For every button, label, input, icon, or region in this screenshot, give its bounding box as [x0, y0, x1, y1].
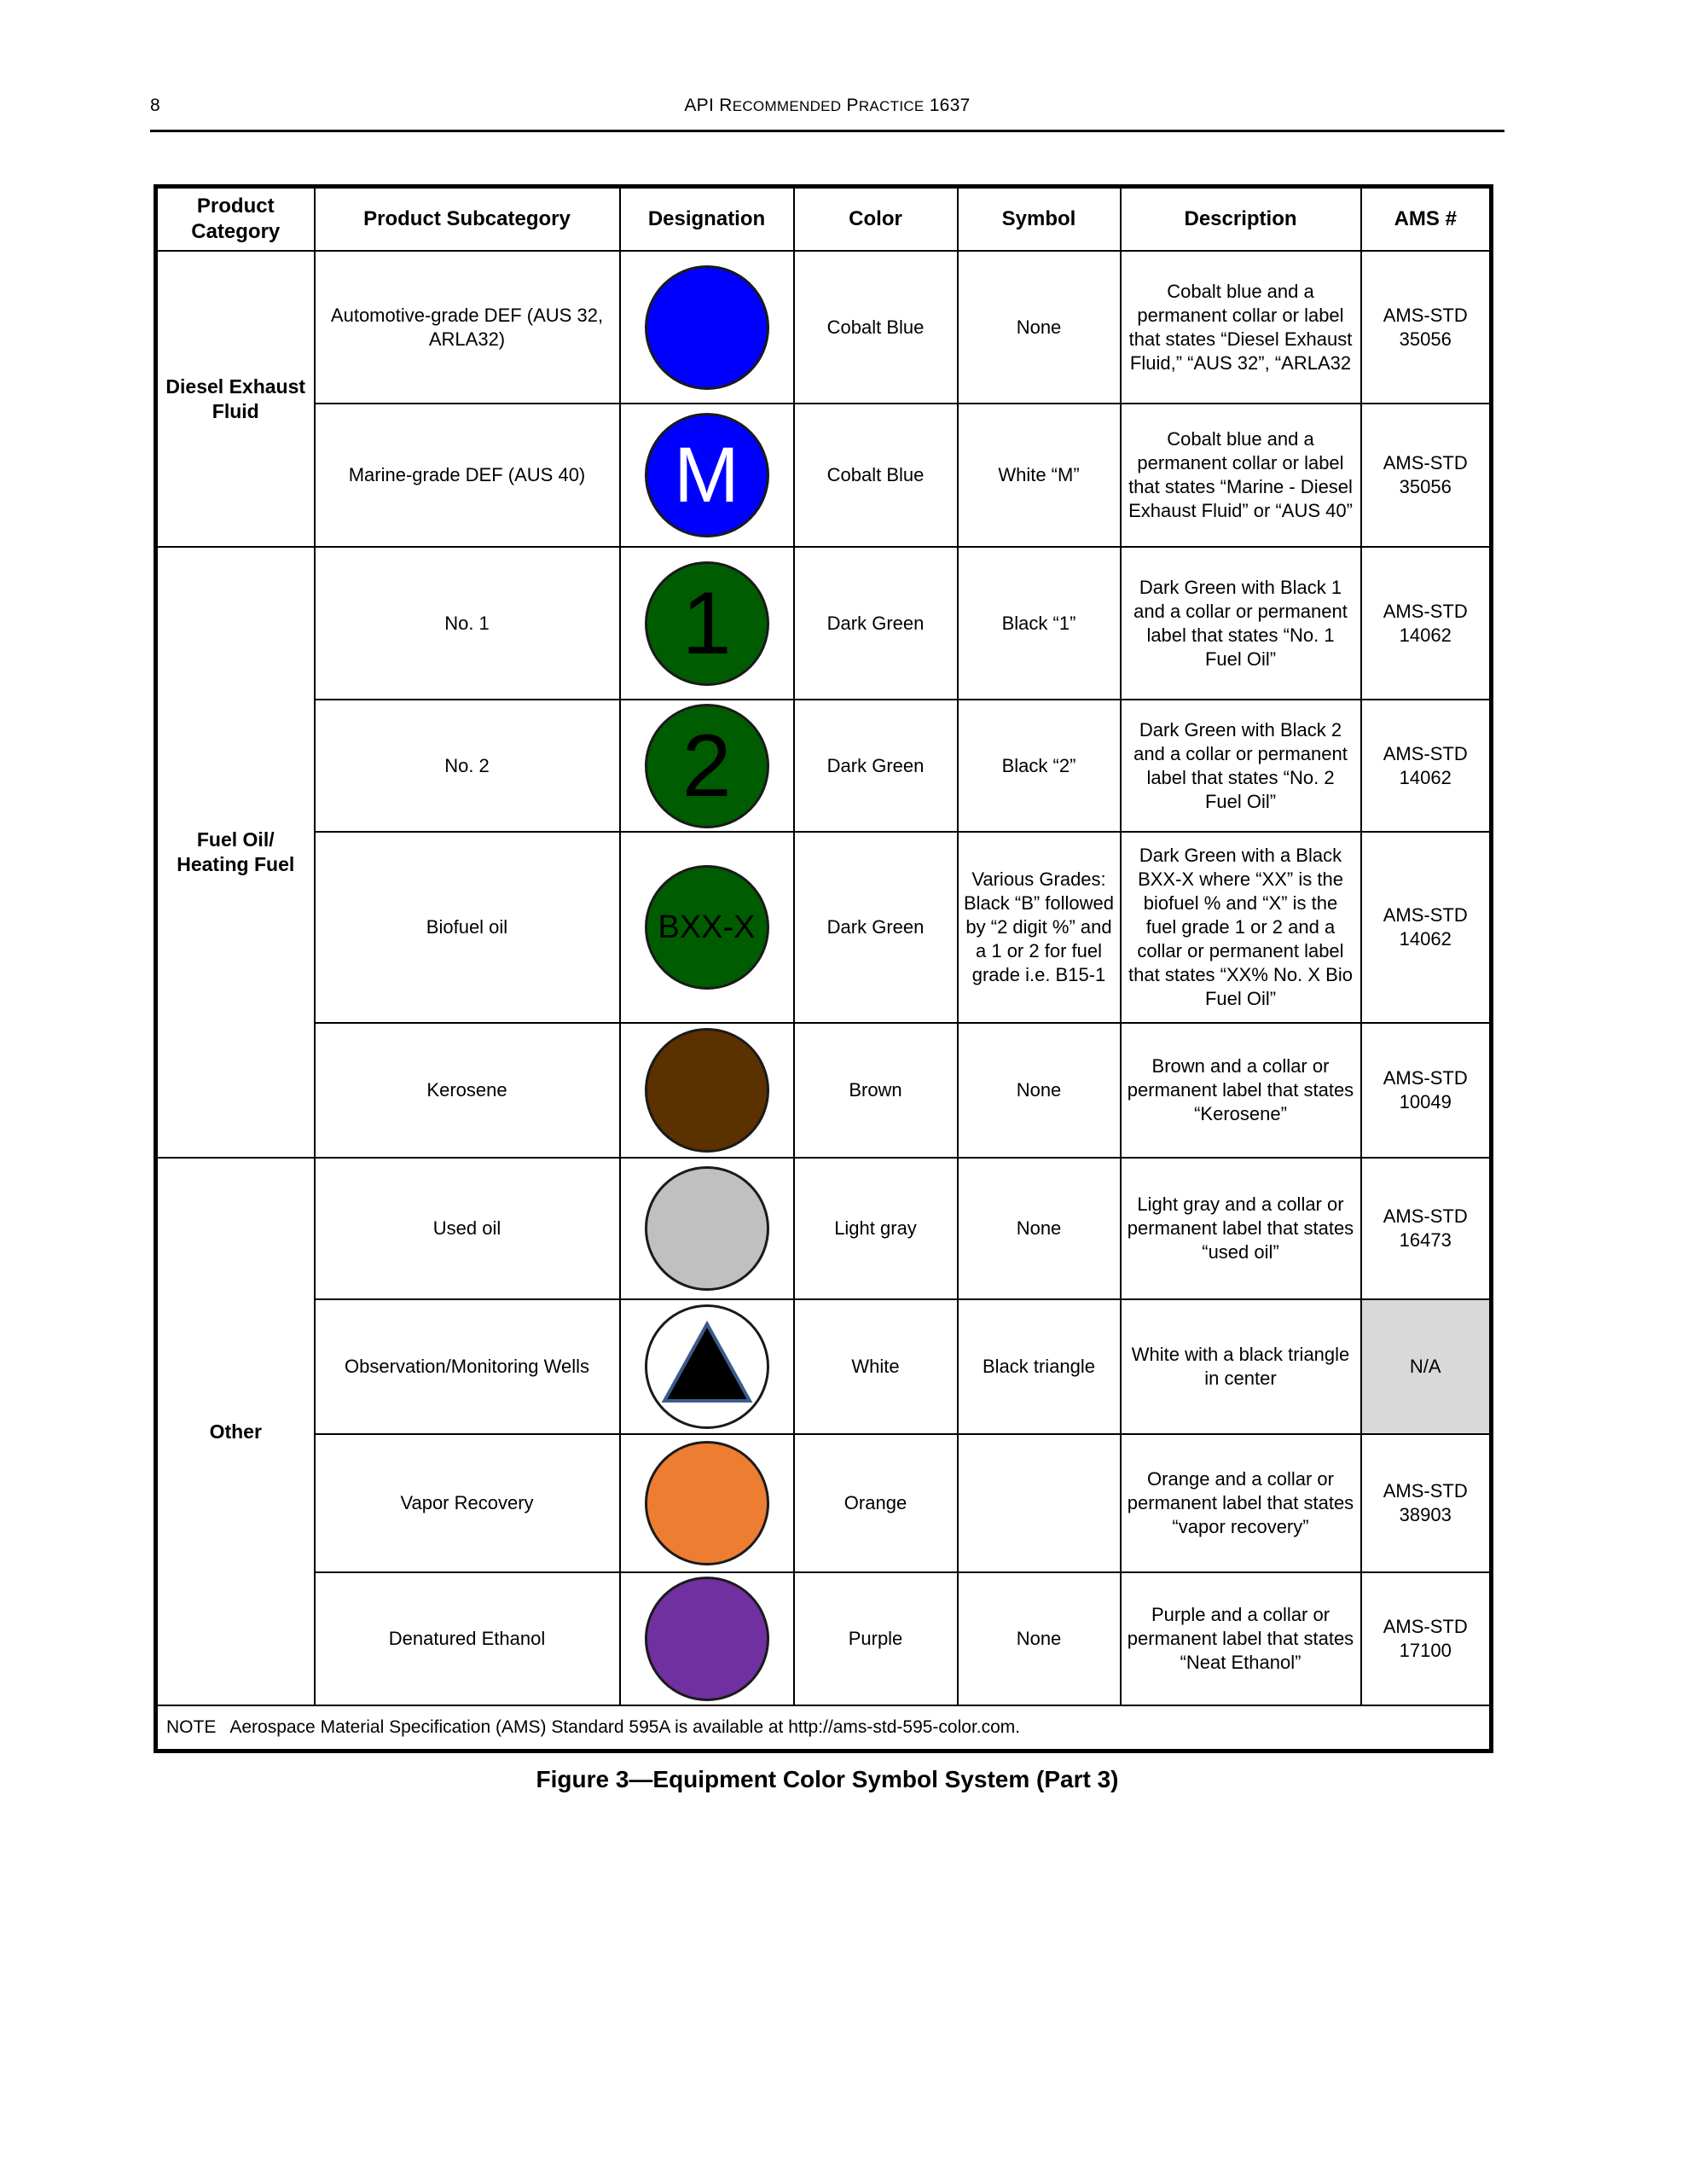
symbol-cell: None [958, 1572, 1121, 1705]
color-cell: Light gray [794, 1158, 958, 1299]
designation-cell [620, 1299, 794, 1434]
ams-cell: AMS-STD 17100 [1361, 1572, 1492, 1705]
table-row [156, 1023, 1492, 1158]
description-cell: Orange and a collar or permanent label that states “vapor recovery” [1121, 1434, 1361, 1572]
note-cell [156, 1705, 1492, 1751]
ams-cell: AMS-STD 35056 [1361, 404, 1492, 547]
designation-swatch [645, 704, 769, 828]
column-header: AMS # [1361, 187, 1492, 252]
subcategory-cell: Automotive-grade DEF (AUS 32, ARLA32) [315, 251, 620, 404]
description-cell: Cobalt blue and a permanent collar or label that states “Marine - Diesel Exhaust Fluid” or “AUS 40” [1121, 404, 1361, 547]
designation-cell [620, 251, 794, 404]
description-cell: Cobalt blue and a permanent collar or label that states “Diesel Exhaust Fluid,” “AUS 32”, “ARLA32 [1121, 251, 1361, 404]
symbol-cell [958, 1434, 1121, 1572]
table-row [156, 1158, 1492, 1299]
subcategory-cell: No. 2 [315, 700, 620, 832]
description-cell: White with a black triangle in center [1121, 1299, 1361, 1434]
ams-cell: AMS-STD 38903 [1361, 1434, 1492, 1572]
subcategory-cell: Vapor Recovery [315, 1434, 620, 1572]
column-header: Symbol [958, 187, 1121, 252]
note-text: Aerospace Material Specification (AMS) Standard 595A is available at http://ams-std-595-color.com. [229, 1717, 1021, 1737]
running-title-part: P [841, 96, 859, 115]
designation-swatch [645, 413, 769, 537]
page-number: 8 [150, 96, 160, 115]
ams-cell: AMS-STD 14062 [1361, 700, 1492, 832]
ams-cell: AMS-STD 14062 [1361, 832, 1492, 1023]
table-row [156, 1299, 1492, 1434]
column-header: Product Category [156, 187, 315, 252]
designation-swatch [645, 1028, 769, 1153]
running-title [150, 96, 1504, 116]
designation-swatch [645, 1577, 769, 1701]
designation-cell [620, 547, 794, 700]
column-header: Color [794, 187, 958, 252]
designation-cell [620, 1158, 794, 1299]
symbol-cell: Black “2” [958, 700, 1121, 832]
column-header: Designation [620, 187, 794, 252]
designation-cell [620, 1434, 794, 1572]
symbol-cell: None [958, 1158, 1121, 1299]
subcategory-cell: Kerosene [315, 1023, 620, 1158]
color-cell: Dark Green [794, 832, 958, 1023]
description-cell: Purple and a collar or permanent label that states “Neat Ethanol” [1121, 1572, 1361, 1705]
subcategory-cell: No. 1 [315, 547, 620, 700]
category-cell: Diesel Exhaust Fluid [156, 251, 315, 547]
table-row [156, 700, 1492, 832]
column-header: Product Subcategory [315, 187, 620, 252]
color-cell: Brown [794, 1023, 958, 1158]
table-row [156, 251, 1492, 404]
designation-cell [620, 1572, 794, 1705]
ams-cell: AMS-STD 10049 [1361, 1023, 1492, 1158]
table-row [156, 1434, 1492, 1572]
designation-swatch [645, 1304, 769, 1429]
designation-swatch [645, 865, 769, 990]
note-label: NOTE [166, 1717, 217, 1737]
subcategory-cell: Denatured Ethanol [315, 1572, 620, 1705]
designation-swatch [645, 1166, 769, 1291]
page-header [150, 96, 1504, 132]
designation-swatch [645, 561, 769, 686]
running-title-part: ECOMMENDED [732, 98, 842, 114]
designation-cell [620, 832, 794, 1023]
color-cell: Orange [794, 1434, 958, 1572]
designation-symbol: BXX-X [658, 909, 756, 945]
description-cell: Dark Green with Black 2 and a collar or permanent label that states “No. 2 Fuel Oil” [1121, 700, 1361, 832]
symbol-cell: None [958, 1023, 1121, 1158]
ams-cell: N/A [1361, 1299, 1492, 1434]
subcategory-cell: Biofuel oil [315, 832, 620, 1023]
designation-swatch [645, 1441, 769, 1565]
category-cell: Fuel Oil/ Heating Fuel [156, 547, 315, 1158]
color-cell: Purple [794, 1572, 958, 1705]
column-header: Description [1121, 187, 1361, 252]
symbol-cell: Various Grades: Black “B” followed by “2 digit %” and a 1 or 2 for fuel grade i.e. B15-1 [958, 832, 1121, 1023]
triangle-icon [656, 1316, 758, 1418]
designation-cell [620, 700, 794, 832]
ams-cell: AMS-STD 35056 [1361, 251, 1492, 404]
table-row [156, 404, 1492, 547]
subcategory-cell: Observation/Monitoring Wells [315, 1299, 620, 1434]
table-header-row [156, 187, 1492, 252]
color-symbol-table [154, 184, 1493, 1753]
description-cell: Brown and a collar or permanent label that states “Kerosene” [1121, 1023, 1361, 1158]
color-cell: Cobalt Blue [794, 251, 958, 404]
ams-cell: AMS-STD 14062 [1361, 547, 1492, 700]
table-row [156, 832, 1492, 1023]
running-title-part: RACTICE [858, 98, 925, 114]
subcategory-cell: Marine-grade DEF (AUS 40) [315, 404, 620, 547]
color-cell: Dark Green [794, 700, 958, 832]
running-title-part: API R [684, 96, 733, 115]
subcategory-cell: Used oil [315, 1158, 620, 1299]
symbol-cell: Black triangle [958, 1299, 1121, 1434]
color-cell: Dark Green [794, 547, 958, 700]
figure-caption: Figure 3—Equipment Color Symbol System (Part 3) [536, 1766, 1119, 1792]
designation-swatch [645, 265, 769, 390]
note-row [156, 1705, 1492, 1751]
symbol-cell: None [958, 251, 1121, 404]
description-cell: Dark Green with Black 1 and a collar or permanent label that states “No. 1 Fuel Oil” [1121, 547, 1361, 700]
symbol-cell: Black “1” [958, 547, 1121, 700]
table-row [156, 1572, 1492, 1705]
color-cell: Cobalt Blue [794, 404, 958, 547]
ams-cell: AMS-STD 16473 [1361, 1158, 1492, 1299]
designation-symbol: 2 [681, 716, 732, 816]
designation-cell [620, 404, 794, 547]
description-cell: Light gray and a collar or permanent label that states “used oil” [1121, 1158, 1361, 1299]
designation-symbol: M [674, 432, 739, 519]
table-row [156, 547, 1492, 700]
designation-symbol: 1 [681, 573, 732, 673]
designation-cell [620, 1023, 794, 1158]
running-title-part: 1637 [924, 96, 971, 115]
color-cell: White [794, 1299, 958, 1434]
description-cell: Dark Green with a Black BXX-X where “XX” is the biofuel % and “X” is the fuel grade 1 or 2 and a collar or permanent label that states “XX% No. X Bio Fuel Oil” [1121, 832, 1361, 1023]
category-cell: Other [156, 1158, 315, 1705]
symbol-cell: White “M” [958, 404, 1121, 547]
